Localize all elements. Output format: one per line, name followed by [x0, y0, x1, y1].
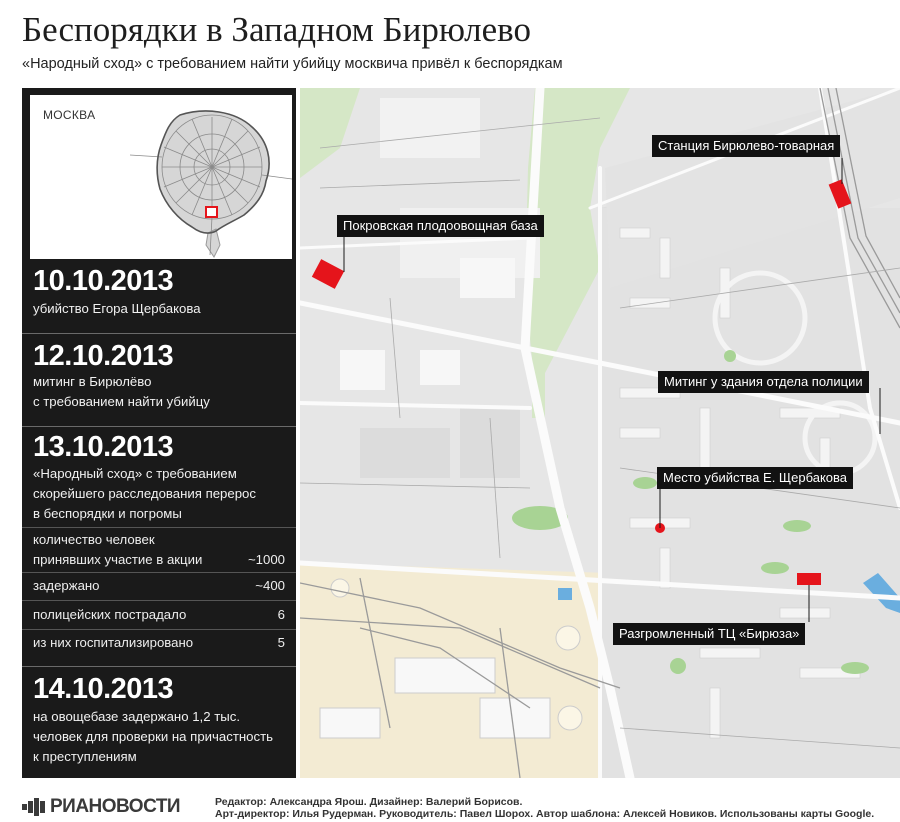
stats-divider [22, 600, 296, 601]
mall-marker [797, 573, 821, 585]
stats-divider [22, 629, 296, 630]
page-title: Беспорядки в Западном Бирюлево [22, 10, 531, 49]
stats-divider [22, 527, 296, 528]
ria-logo-mark-icon [22, 797, 46, 817]
stat-label: из них госпитализировано [33, 635, 194, 650]
divider [22, 666, 296, 667]
biryulevo-map[interactable] [300, 88, 900, 778]
stat-label: количество человек [33, 532, 155, 547]
stat-police-injured [33, 605, 285, 625]
base-marker [312, 259, 344, 289]
event-date-3: 13.10.2013 [33, 431, 174, 463]
credits-line-1: Редактор: Александра Ярош. Дизайнер: Валерий Борисов. [215, 796, 523, 808]
event-text-3 [33, 464, 256, 524]
event-3-line-3: в беспорядки и погромы [33, 506, 182, 521]
stat-value: ~1000 [247, 552, 285, 567]
event-3-line-1: «Народный сход» с требованием [33, 466, 237, 481]
stats-divider [22, 572, 296, 573]
event-date-4: 14.10.2013 [33, 673, 174, 705]
event-4-line-2: человек для проверки на причастность [33, 729, 273, 744]
callout-base[interactable]: Покровская плодоовощная база [337, 215, 544, 237]
stat-label: полицейских пострадало [33, 607, 187, 622]
event-text-2 [33, 372, 210, 412]
event-2-line-1: митинг в Бирюлёво [33, 374, 152, 389]
divider [22, 426, 296, 427]
page-subtitle: «Народный сход» с требованием найти убийцу москвича привёл к беспорядкам [22, 56, 563, 72]
stat-value: ~400 [255, 578, 285, 593]
event-date-2: 12.10.2013 [33, 340, 174, 372]
stat-value: 6 [277, 607, 285, 622]
inset-label: МОСКВА [43, 108, 96, 122]
biryulevo-location-marker [206, 207, 217, 217]
event-date-1: 10.10.2013 [33, 265, 174, 297]
event-2-line-2: с требованием найти убийцу [33, 394, 210, 409]
moscow-inset-map [30, 95, 292, 259]
callout-murder[interactable]: Место убийства Е. Щербакова [657, 467, 853, 489]
stat-detained [33, 576, 285, 596]
event-text-4 [33, 707, 273, 767]
credits [215, 796, 874, 820]
callout-rally[interactable]: Митинг у здания отдела полиции [658, 371, 869, 393]
callout-mall[interactable]: Разгромленный ТЦ «Бирюза» [613, 623, 805, 645]
stat-participants [33, 530, 285, 570]
event-1-line-1: убийство Егора Щербакова [33, 301, 201, 316]
stat-label: принявших участие в акции [33, 552, 203, 567]
event-4-line-1: на овощебазе задержано 1,2 тыс. [33, 709, 240, 724]
stat-hospitalized [33, 633, 285, 653]
event-4-line-3: к преступлениям [33, 749, 137, 764]
map-graphic [300, 88, 900, 778]
stat-value: 5 [277, 635, 285, 650]
moscow-outline-graphic [30, 95, 292, 259]
event-text-1 [33, 299, 201, 319]
ria-logo [22, 795, 180, 819]
credits-line-2: Арт-директор: Илья Рудерман. Руководитель: Павел Шорох. Автор шаблона: Алексей Новиков. Использованы карты Google. [215, 808, 875, 820]
divider [22, 333, 296, 334]
event-3-line-2: скорейшего расследования перерос [33, 486, 256, 501]
ria-logo-text: РИАНОВОСТИ [50, 796, 181, 817]
callout-station[interactable]: Станция Бирюлево-товарная [652, 135, 840, 157]
stat-label: задержано [33, 578, 100, 593]
